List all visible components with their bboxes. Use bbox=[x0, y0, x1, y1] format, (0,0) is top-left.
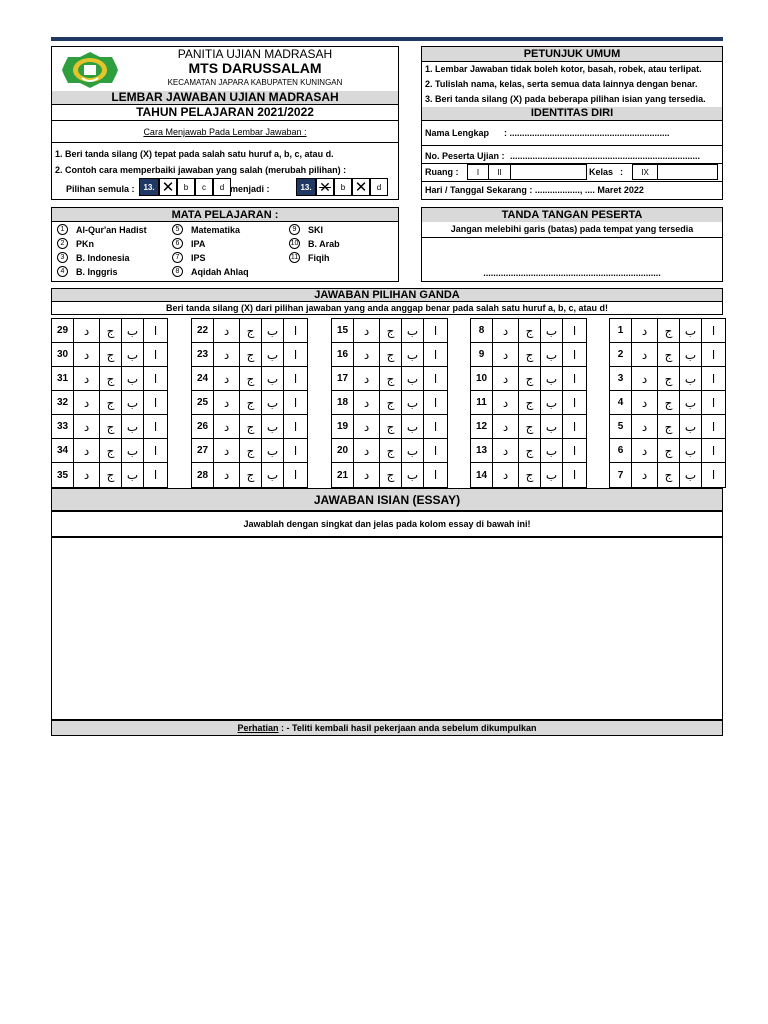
essay-instruction-box bbox=[51, 511, 723, 537]
answer-option[interactable]: ا bbox=[702, 343, 725, 367]
answer-option[interactable]: ب bbox=[680, 463, 702, 487]
answer-option[interactable]: د bbox=[493, 391, 519, 415]
before-label: Pilihan semula : bbox=[66, 184, 135, 194]
petunjuk-title: PETUNJUK UMUM bbox=[422, 47, 722, 61]
answer-option[interactable]: ا bbox=[702, 439, 725, 463]
date-field[interactable]: Hari / Tanggal Sekarang : .................., .... Maret 2022 bbox=[425, 185, 644, 195]
answer-option[interactable]: ا bbox=[563, 343, 586, 367]
answer-option[interactable]: ب bbox=[680, 415, 702, 439]
question-number: 18 bbox=[332, 391, 354, 415]
answer-option[interactable]: ب bbox=[402, 415, 424, 439]
answer-option[interactable]: ا bbox=[563, 367, 586, 391]
answer-option[interactable]: ا bbox=[424, 319, 447, 343]
answer-option[interactable]: د bbox=[493, 439, 519, 463]
subject-title: MATA PELAJARAN : bbox=[52, 208, 398, 222]
answer-option[interactable]: ج bbox=[519, 343, 541, 367]
question-number: 4 bbox=[610, 391, 632, 415]
answer-option[interactable]: ج bbox=[100, 415, 122, 439]
subject-3[interactable]: 3 B. Indonesia bbox=[57, 252, 130, 263]
subject-1[interactable]: 1 Al-Qur'an Hadist bbox=[57, 224, 147, 235]
howto-step2: 2. Contoh cara memperbaiki jawaban yang salah (merubah pilihan) : bbox=[55, 165, 347, 175]
answer-option[interactable]: ب bbox=[541, 439, 563, 463]
answer-option[interactable]: ا bbox=[284, 439, 307, 463]
subject-11[interactable]: 11 Fiqih bbox=[290, 252, 330, 263]
signature-line[interactable]: ....................................................................... bbox=[483, 268, 661, 278]
answer-option[interactable]: ب bbox=[402, 439, 424, 463]
answer-option[interactable]: ا bbox=[424, 343, 447, 367]
signature-note: Jangan melebihi garis (batas) pada tempat yang tersedia bbox=[450, 224, 694, 234]
answer-option[interactable]: د bbox=[354, 343, 380, 367]
answer-option[interactable]: ب bbox=[122, 439, 144, 463]
question-number: 23 bbox=[192, 343, 214, 367]
question-number: 35 bbox=[52, 463, 74, 487]
answer-option[interactable]: ا bbox=[284, 343, 307, 367]
class-blank bbox=[658, 164, 718, 180]
answer-option[interactable]: ب bbox=[122, 463, 144, 487]
answer-option[interactable]: د bbox=[354, 463, 380, 487]
answer-option[interactable]: ج bbox=[658, 319, 680, 343]
answer-option[interactable]: ا bbox=[153, 468, 158, 482]
question-number: 28 bbox=[192, 463, 214, 487]
answer-grid bbox=[470, 318, 587, 488]
answer-option[interactable]: ب bbox=[122, 343, 144, 367]
exam-number-label: No. Peserta Ujian : bbox=[425, 151, 505, 161]
petunjuk-item-1: 1. Lembar Jawaban tidak boleh kotor, basah, robek, atau terlipat. bbox=[425, 64, 702, 74]
answer-option[interactable]: ب bbox=[262, 391, 284, 415]
subject-9[interactable]: 9 SKI bbox=[289, 224, 323, 235]
question-number: 33 bbox=[52, 415, 74, 439]
answer-option[interactable]: ا bbox=[702, 367, 725, 391]
answer-option[interactable]: ج bbox=[519, 415, 541, 439]
answer-option[interactable]: ج bbox=[380, 391, 402, 415]
top-rule bbox=[51, 37, 723, 41]
crossed-option-icon: ✕ bbox=[352, 178, 370, 196]
question-number: 31 bbox=[52, 367, 74, 391]
answer-option[interactable]: د bbox=[632, 319, 658, 343]
essay-footer-text bbox=[52, 723, 722, 733]
answer-option[interactable]: ا bbox=[144, 391, 167, 415]
answer-option[interactable]: ج bbox=[519, 319, 541, 343]
info-box bbox=[421, 46, 723, 200]
answer-option[interactable]: ج bbox=[100, 343, 122, 367]
question-number: 10 bbox=[471, 367, 493, 391]
class-colon: : bbox=[620, 167, 623, 177]
answer-option[interactable]: د bbox=[632, 367, 658, 391]
answer-option[interactable]: ج bbox=[380, 367, 402, 391]
answer-option[interactable]: ج bbox=[240, 391, 262, 415]
answer-option[interactable]: ب bbox=[402, 367, 424, 391]
essay-answer-area[interactable] bbox=[51, 537, 723, 720]
answer-option[interactable]: ا bbox=[284, 391, 307, 415]
option-d: d bbox=[370, 178, 388, 196]
answer-option[interactable]: ا bbox=[144, 367, 167, 391]
answer-option[interactable]: د bbox=[74, 343, 100, 367]
school-name: MTS DARUSSALAM bbox=[188, 60, 322, 76]
answer-option[interactable]: د bbox=[493, 343, 519, 367]
subject-10[interactable]: 10 B. Arab bbox=[290, 238, 340, 249]
answer-grid bbox=[191, 318, 308, 488]
answer-option[interactable]: ج bbox=[519, 439, 541, 463]
question-number: 30 bbox=[52, 343, 74, 367]
answer-option[interactable]: ب bbox=[122, 319, 144, 343]
answer-option[interactable]: ج bbox=[380, 463, 402, 487]
answer-option[interactable]: ب bbox=[541, 343, 563, 367]
subject-4[interactable]: 4 B. Inggris bbox=[57, 266, 118, 277]
answer-option[interactable]: د bbox=[632, 415, 658, 439]
question-number: 15 bbox=[332, 319, 354, 343]
answer-option[interactable]: ب bbox=[402, 391, 424, 415]
answer-option[interactable]: د bbox=[493, 463, 519, 487]
question-number: 34 bbox=[52, 439, 74, 463]
answer-option[interactable]: ج bbox=[240, 439, 262, 463]
answer-option[interactable]: ا bbox=[711, 468, 716, 482]
answer-option[interactable]: د bbox=[354, 415, 380, 439]
example-number: 13. bbox=[296, 178, 316, 196]
answer-option[interactable]: د bbox=[632, 391, 658, 415]
example-after bbox=[296, 178, 388, 196]
answer-option[interactable]: د bbox=[354, 367, 380, 391]
answer-option[interactable]: د bbox=[214, 463, 240, 487]
answer-option[interactable]: ج bbox=[658, 343, 680, 367]
district: KECAMATAN JAPARA KABUPATEN KUNINGAN bbox=[167, 78, 343, 87]
answer-option[interactable]: ا bbox=[702, 319, 725, 343]
answer-option[interactable]: ا bbox=[563, 319, 586, 343]
question-number: 17 bbox=[332, 367, 354, 391]
howto-step1: 1. Beri tanda silang (X) tepat pada salah satu huruf a, b, c, atau d. bbox=[55, 149, 334, 159]
answer-option[interactable]: ا bbox=[424, 367, 447, 391]
answer-option[interactable]: ج bbox=[100, 319, 122, 343]
essay-title: JAWABAN ISIAN (ESSAY) bbox=[313, 493, 461, 507]
question-number: 16 bbox=[332, 343, 354, 367]
petunjuk-item-2: 2. Tulislah nama, kelas, serta semua data lainnya dengan benar. bbox=[425, 79, 698, 89]
answer-option[interactable]: ا bbox=[424, 439, 447, 463]
answer-option[interactable]: ج bbox=[240, 367, 262, 391]
question-number: 11 bbox=[471, 391, 493, 415]
answer-option[interactable]: د bbox=[214, 439, 240, 463]
question-number: 7 bbox=[610, 463, 632, 487]
question-number: 8 bbox=[471, 319, 493, 343]
answer-option[interactable]: ب bbox=[262, 415, 284, 439]
petunjuk-item-3: 3. Beri tanda silang (X) pada beberapa pilihan isian yang tersedia. bbox=[425, 94, 706, 104]
answer-option[interactable]: د bbox=[214, 391, 240, 415]
answer-grid bbox=[331, 318, 448, 488]
room-option-1[interactable]: I bbox=[467, 164, 489, 180]
answer-option[interactable]: ج bbox=[658, 367, 680, 391]
signature-box bbox=[421, 207, 723, 282]
answer-option[interactable]: ب bbox=[680, 391, 702, 415]
answer-option[interactable]: ا bbox=[424, 415, 447, 439]
essay-footer bbox=[51, 720, 723, 736]
after-label: menjadi : bbox=[230, 184, 270, 194]
question-number: 26 bbox=[192, 415, 214, 439]
question-number: 12 bbox=[471, 415, 493, 439]
answer-option[interactable]: د bbox=[493, 319, 519, 343]
answer-option[interactable]: ب bbox=[402, 319, 424, 343]
example-number: 13. bbox=[139, 178, 159, 196]
answer-option[interactable]: ب bbox=[262, 367, 284, 391]
footer-message: : - Teliti kembali hasil pekerjaan anda sebelum dikumpulkan bbox=[278, 723, 537, 733]
answer-option[interactable]: ج bbox=[100, 391, 122, 415]
answer-option[interactable]: د bbox=[632, 343, 658, 367]
question-number: 20 bbox=[332, 439, 354, 463]
question-number: 9 bbox=[471, 343, 493, 367]
answer-option[interactable]: ب bbox=[402, 343, 424, 367]
mc-title: JAWABAN PILIHAN GANDA bbox=[52, 289, 722, 302]
question-number: 13 bbox=[471, 439, 493, 463]
answer-option[interactable]: ب bbox=[541, 415, 563, 439]
answer-option[interactable]: ب bbox=[122, 367, 144, 391]
answer-option[interactable]: ب bbox=[680, 343, 702, 367]
answer-option[interactable]: ج bbox=[100, 463, 122, 487]
answer-option[interactable]: ب bbox=[680, 319, 702, 343]
answer-option[interactable]: ا bbox=[284, 415, 307, 439]
answer-grid bbox=[609, 318, 726, 488]
name-field[interactable]: : ................................................................ bbox=[504, 128, 670, 138]
answer-option[interactable]: ب bbox=[680, 439, 702, 463]
howto-title: Cara Menjawab Pada Lembar Jawaban : bbox=[143, 127, 307, 137]
answer-option[interactable]: ا bbox=[572, 468, 577, 482]
answer-option[interactable]: د bbox=[354, 391, 380, 415]
answer-option[interactable]: ا bbox=[433, 468, 438, 482]
answer-option[interactable]: ب bbox=[262, 319, 284, 343]
exam-number-field[interactable]: ............................................................................ bbox=[510, 151, 701, 161]
answer-option[interactable]: ج bbox=[519, 367, 541, 391]
committee-title: PANITIA UJIAN MADRASAH bbox=[177, 47, 333, 61]
answer-option[interactable]: ا bbox=[284, 319, 307, 343]
answer-option[interactable]: ب bbox=[262, 463, 284, 487]
answer-option[interactable]: ا bbox=[284, 367, 307, 391]
question-number: 24 bbox=[192, 367, 214, 391]
answer-option[interactable]: ج bbox=[658, 415, 680, 439]
mc-instruction: Beri tanda silang (X) dari pilihan jawaban yang anda anggap benar pada salah satu huruf a, b, c, atau d! bbox=[165, 303, 609, 313]
answer-option[interactable]: ا bbox=[293, 468, 298, 482]
answer-option[interactable]: ج bbox=[658, 439, 680, 463]
question-number: 6 bbox=[610, 439, 632, 463]
answer-option[interactable]: د bbox=[354, 439, 380, 463]
header-box bbox=[51, 46, 399, 200]
subject-6[interactable]: 6 IPA bbox=[172, 238, 205, 249]
answer-option[interactable]: ج bbox=[100, 367, 122, 391]
room-label: Ruang : bbox=[425, 167, 459, 177]
question-number: 29 bbox=[52, 319, 74, 343]
answer-option[interactable]: ا bbox=[563, 415, 586, 439]
answer-option[interactable]: ا bbox=[144, 319, 167, 343]
answer-option[interactable]: د bbox=[214, 343, 240, 367]
answer-option[interactable]: ب bbox=[541, 463, 563, 487]
answer-option[interactable]: د bbox=[493, 367, 519, 391]
question-number: 1 bbox=[610, 319, 632, 343]
class-label: Kelas bbox=[589, 167, 614, 177]
room-option-2[interactable]: II bbox=[489, 164, 511, 180]
answer-option[interactable]: ج bbox=[658, 463, 680, 487]
answer-option[interactable]: د bbox=[632, 463, 658, 487]
answer-option[interactable]: ا bbox=[424, 391, 447, 415]
answer-option[interactable]: د bbox=[214, 415, 240, 439]
school-year: TAHUN PELAJARAN 2021/2022 bbox=[136, 105, 314, 119]
footer-label: Perhatian bbox=[237, 723, 279, 733]
answer-grid bbox=[51, 318, 168, 488]
answer-option[interactable]: د bbox=[74, 439, 100, 463]
answer-option[interactable]: ج bbox=[380, 319, 402, 343]
answer-option[interactable]: ا bbox=[144, 343, 167, 367]
answer-option[interactable]: ب bbox=[680, 367, 702, 391]
essay-instruction: Jawablah dengan singkat dan jelas pada kolom essay di bawah ini! bbox=[243, 519, 531, 529]
answer-option[interactable]: ج bbox=[519, 391, 541, 415]
question-number: 3 bbox=[610, 367, 632, 391]
crossed-option-icon: ✕ bbox=[159, 178, 177, 196]
question-number: 2 bbox=[610, 343, 632, 367]
class-options bbox=[632, 164, 718, 180]
question-number: 25 bbox=[192, 391, 214, 415]
answer-option[interactable]: د bbox=[632, 439, 658, 463]
answer-option[interactable]: ج bbox=[380, 415, 402, 439]
question-number: 21 bbox=[332, 463, 354, 487]
class-value[interactable]: IX bbox=[632, 164, 658, 180]
answer-option[interactable]: ب bbox=[541, 391, 563, 415]
answer-option[interactable]: ج bbox=[240, 343, 262, 367]
answer-option[interactable]: ج bbox=[519, 463, 541, 487]
answer-option[interactable]: ا bbox=[144, 415, 167, 439]
answer-option[interactable]: ج bbox=[380, 439, 402, 463]
answer-option[interactable]: ج bbox=[240, 463, 262, 487]
room-option-blank bbox=[511, 164, 587, 180]
subject-8[interactable]: 8 Aqidah Ahlaq bbox=[172, 266, 249, 277]
answer-option[interactable]: د bbox=[74, 319, 100, 343]
option-d: d bbox=[213, 178, 231, 196]
answer-option[interactable]: ا bbox=[702, 415, 725, 439]
signature-title: TANDA TANGAN PESERTA bbox=[422, 208, 722, 222]
answer-option[interactable]: ا bbox=[144, 439, 167, 463]
answer-option[interactable]: ج bbox=[240, 319, 262, 343]
answer-option[interactable]: ا bbox=[563, 391, 586, 415]
question-number: 22 bbox=[192, 319, 214, 343]
question-number: 19 bbox=[332, 415, 354, 439]
answer-option[interactable]: ج bbox=[658, 391, 680, 415]
subject-2[interactable]: 2 PKn bbox=[57, 238, 94, 249]
answer-option[interactable]: ب bbox=[541, 319, 563, 343]
answer-option[interactable]: د bbox=[354, 319, 380, 343]
answer-option[interactable]: د bbox=[214, 367, 240, 391]
question-number: 32 bbox=[52, 391, 74, 415]
answer-option[interactable]: ج bbox=[380, 343, 402, 367]
answer-option[interactable]: ب bbox=[122, 415, 144, 439]
answer-option[interactable]: ب bbox=[402, 463, 424, 487]
subject-7[interactable]: 7 IPS bbox=[172, 252, 206, 263]
option-b: b bbox=[334, 178, 352, 196]
room-options bbox=[467, 164, 587, 180]
question-number: 27 bbox=[192, 439, 214, 463]
answer-option[interactable]: ا bbox=[702, 391, 725, 415]
name-label: Nama Lengkap bbox=[425, 128, 490, 138]
answer-option[interactable]: ج bbox=[240, 415, 262, 439]
answer-option[interactable]: ب bbox=[122, 391, 144, 415]
example-before bbox=[139, 178, 231, 196]
answer-option[interactable]: ب bbox=[262, 439, 284, 463]
answer-option[interactable]: د bbox=[74, 367, 100, 391]
cancelled-option-icon: ✕ bbox=[316, 178, 334, 196]
answer-option[interactable]: ب bbox=[262, 343, 284, 367]
question-number: 14 bbox=[471, 463, 493, 487]
option-c: c bbox=[195, 178, 213, 196]
sheet-title: LEMBAR JAWABAN UJIAN MADRASAH bbox=[52, 91, 398, 104]
answer-option[interactable]: د bbox=[74, 391, 100, 415]
answer-option[interactable]: د bbox=[74, 463, 100, 487]
answer-option[interactable]: د bbox=[74, 415, 100, 439]
option-b: b bbox=[177, 178, 195, 196]
mc-header bbox=[51, 288, 723, 315]
answer-option[interactable]: د bbox=[214, 319, 240, 343]
answer-option[interactable]: ب bbox=[541, 367, 563, 391]
subject-5[interactable]: 5 Matematika bbox=[172, 224, 240, 235]
school-logo bbox=[60, 51, 120, 89]
answer-option[interactable]: ا bbox=[563, 439, 586, 463]
answer-option[interactable]: ج bbox=[100, 439, 122, 463]
essay-header bbox=[51, 488, 723, 511]
subject-box bbox=[51, 207, 399, 282]
answer-option[interactable]: د bbox=[493, 415, 519, 439]
question-number: 5 bbox=[610, 415, 632, 439]
identitas-title: IDENTITAS DIRI bbox=[422, 107, 722, 120]
